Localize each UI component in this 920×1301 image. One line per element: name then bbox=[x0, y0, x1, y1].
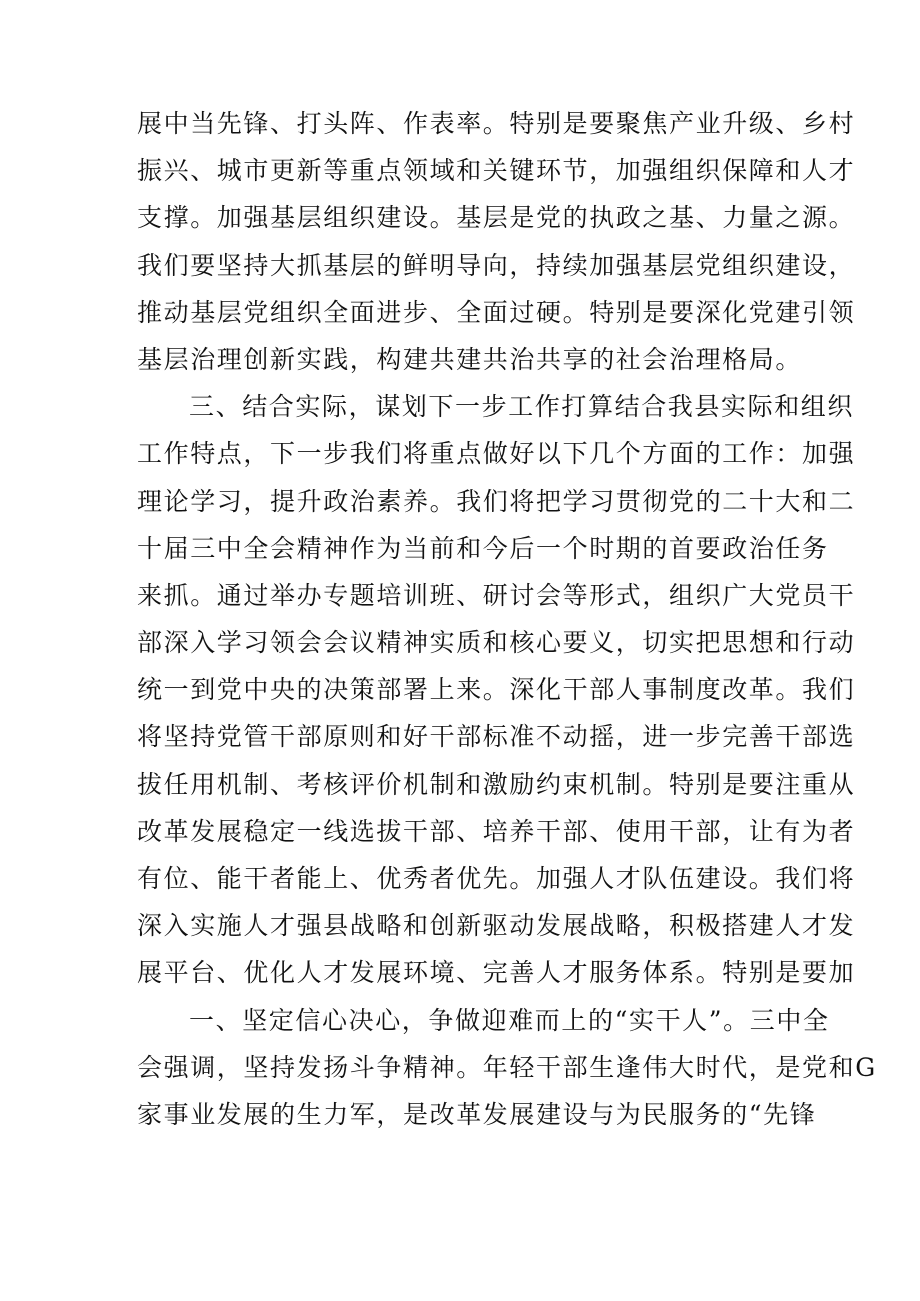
text-line-8: 工作特点，下一步我们将重点做好以下几个方面的工作：加强 bbox=[137, 439, 856, 469]
text-line-5: 推动基层党组织全面进步、全面过硬。特别是要深化党建引领 bbox=[137, 297, 856, 327]
document-body bbox=[137, 100, 877, 1138]
text-line-1: 展中当先锋、打头阵、作表率。特别是要聚焦产业升级、乡村 bbox=[137, 109, 856, 138]
text-line-3: 支撑。加强基层组织建设。基层是党的执政之基、力量之源。 bbox=[137, 203, 856, 233]
text-line-18: 深入实施人才强县战略和创新驱动发展战略，积极搭建人才发 bbox=[137, 911, 856, 941]
text-line-11: 来抓。通过举办专题培训班、研讨会等形式，组织广大党员干 bbox=[137, 580, 856, 610]
text-line-19: 展平台、优化人才发展环境、完善人才服务体系。特别是要加 bbox=[137, 958, 856, 988]
section-one-heading-line: 一、坚定信心决心，争做迎难而上的“实干人”。三中全 bbox=[189, 1005, 830, 1035]
text-line-4: 我们要坚持大抓基层的鲜明导向，持续加强基层党组织建设， bbox=[137, 250, 856, 280]
text-line-10: 十届三中全会精神作为当前和今后一个时期的首要政治任务 bbox=[137, 533, 829, 563]
text-line-21: 会强调，坚持发扬斗争精神。年轻干部生逢伟大时代，是党和G bbox=[137, 1052, 877, 1082]
text-line-22: 家事业发展的生力军，是改革发展建设与为民服务的“先锋 bbox=[137, 1099, 817, 1129]
text-line-6: 基层治理创新实践，构建共建共治共享的社会治理格局。 bbox=[137, 344, 803, 374]
text-line-16: 改革发展稳定一线选拔干部、培养干部、使用干部，让有为者 bbox=[137, 816, 856, 846]
section-three-heading-line: 三、结合实际，谋划下一步工作打算结合我县实际和组织 bbox=[189, 392, 855, 422]
text-line-13: 统一到党中央的决策部署上来。深化干部人事制度改革。我们 bbox=[137, 675, 856, 705]
text-line-17: 有位、能干者能上、优秀者优先。加强人才队伍建设。我们将 bbox=[137, 864, 856, 893]
text-line-12: 部深入学习领会会议精神实质和核心要义，切实把思想和行动 bbox=[137, 628, 856, 658]
text-line-15: 拔任用机制、考核评价机制和激励约束机制。特别是要注重从 bbox=[137, 769, 856, 799]
text-line-9: 理论学习，提升政治素养。我们将把学习贯彻党的二十大和二 bbox=[137, 486, 856, 516]
text-line-14: 将坚持党管干部原则和好干部标准不动摇，进一步完善干部选 bbox=[137, 722, 856, 752]
text-line-2: 振兴、城市更新等重点领域和关键环节，加强组织保障和人才 bbox=[137, 156, 856, 186]
